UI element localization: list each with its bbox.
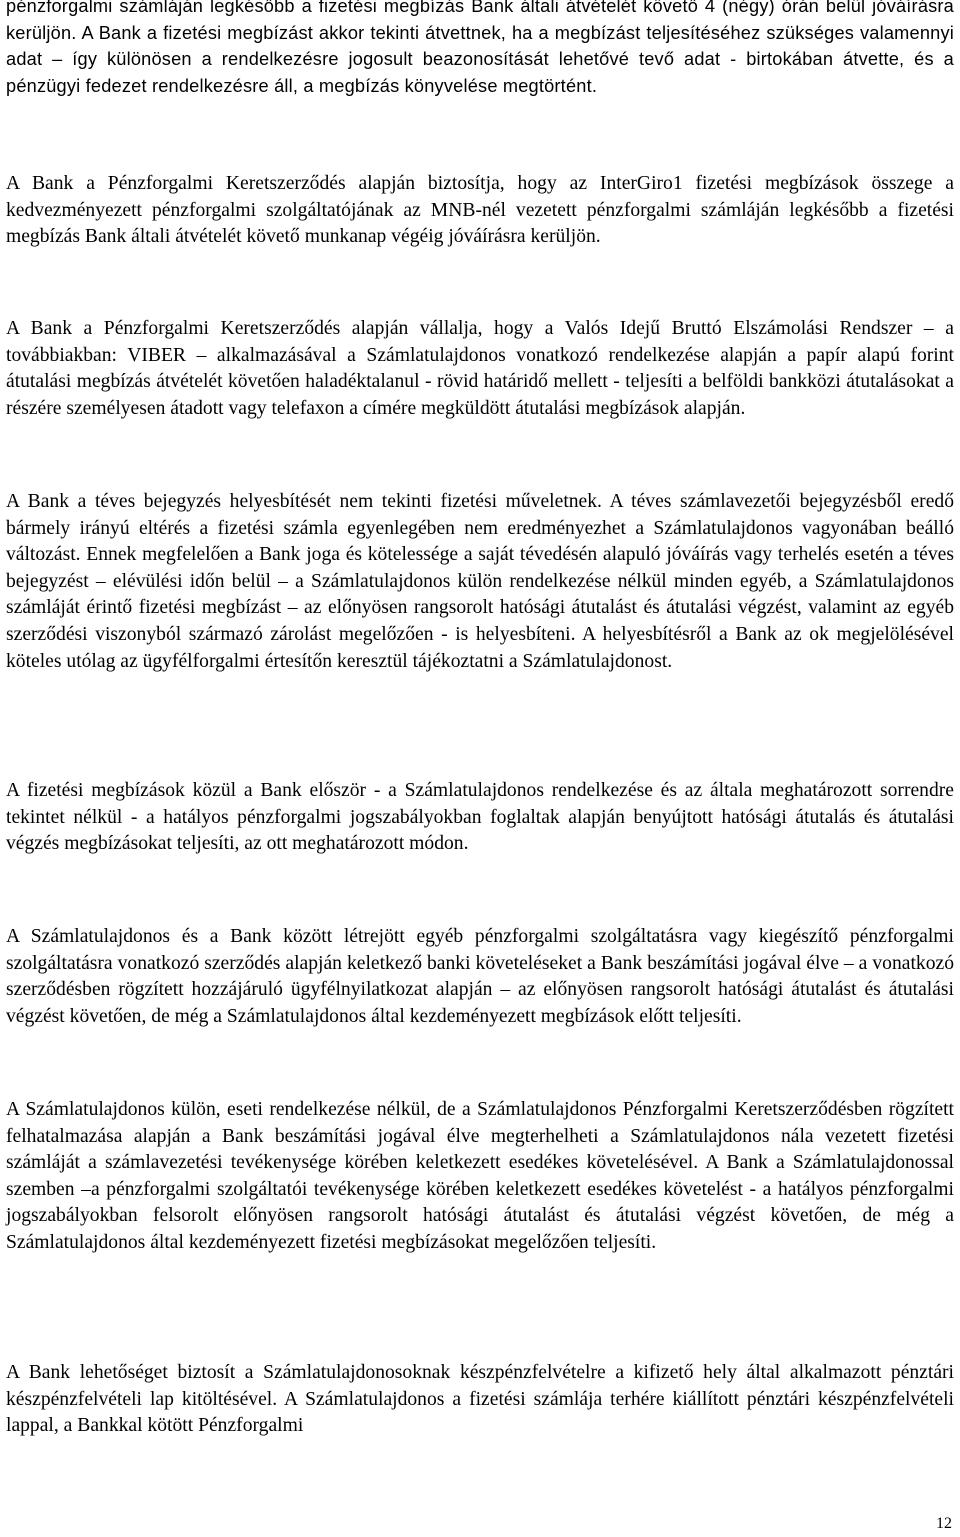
paragraph-intergiro: A Bank a Pénzforgalmi Keretszerződés alapján biztosítja, hogy az InterGiro1 fizetési megbízások összege a kedvezményezett pénzforgalmi szolgáltatójának az MNB-nél vezetett pénzforgalmi számláján legkésőbb a fizetési megbízás Bank általi átvételét követő munkanap végéig jóváírásra kerüljön. xyxy=(6,173,954,248)
paragraph-correction: A Bank a téves bejegyzés helyesbítését nem tekinti fizetési műveletnek. A téves számlavezetői bejegyzésből eredő bármely irányú eltérés a fizetési számla egyenlegében nem eredményezhet a Számlatulajdonos vagyonában beálló változást. Ennek megfelelően a Bank joga és kötelessége a saját tévedésén alapuló jóváírás vagy terhelés esetén a téves bejegyzést – elévülési időn belül – a Számlatulajdonos külön rendelkezése nélkül minden egyéb, a Számlatulajdonos számláját érintő fizetési megbízást – az előnyösen rangsorolt hatósági átutalást és átutalási végzést, valamint az egyéb szerződési viszonyból származó zárolást megelőzően - is helyesbíteni. A helyesbítésről a Bank az ok megjelölésével köteles utólag az ügyfélforgalmi értesítőn keresztül tájékoztatni a Számlatulajdonost. xyxy=(6,491,954,672)
paragraph-set-off-claims: A Számlatulajdonos és a Bank között létrejött egyéb pénzforgalmi szolgáltatásra vagy kiegészítő pénzforgalmi szolgáltatásra vonatkozó szerződés alapján keletkező banki követeléseket a Bank beszámítási jogával élve – a vonatkozó szerződésben rögzített hozzájáruló ügyfélnyilatkozat alapján – az előnyösen rangsorolt hatósági átutalást és átutalási végzést követően, de még a Számlatulajdonos által kezdeményezett megbízások előtt teljesíti. xyxy=(6,926,954,1027)
paragraph-priority-orders: A fizetési megbízások közül a Bank először - a Számlatulajdonos rendelkezése és az általa meghatározott sorrendre tekintet nélkül - a hatályos pénzforgalmi jogszabályokban foglaltak alapján benyújtott hatósági átutalás és átutalási végzés megbízásokat teljesíti, az ott meghatározott módon. xyxy=(6,780,954,855)
page-number: 12 xyxy=(936,1515,952,1532)
paragraph-viber: A Bank a Pénzforgalmi Keretszerződés alapján vállalja, hogy a Valós Idejű Bruttó Elszámolási Rendszer – a továbbiakban: VIBER – alkalmazásával a Számlatulajdonos vonatkozó rendelkezése alapján a papír alapú forint átutalási megbízás átvételét követően haladéktalanul - rövid határidő mellett - teljesíti a belföldi bankközi átutalásokat a részére személyesen átadott vagy telefaxon a címére megküldött átutalási megbízások alapján. xyxy=(6,318,954,419)
paragraph-cash-withdrawal: A Bank lehetőséget biztosít a Számlatulajdonosoknak készpénzfelvételre a kifizető hely által alkalmazott pénztári készpénzfelvételi lap kitöltésével. A Számlatulajdonos a fizetési számlája terhére kiállított pénztári készpénzfelvételi lappal, a Bankkal kötött Pénzforgalmi xyxy=(6,1362,954,1437)
paragraph-settlement-deadline: pénzforgalmi számláján legkésőbb a fizetési megbízás Bank általi átvételét követő 4 (négy) órán belül jóváírásra kerüljön. A Bank a fizetési megbízást akkor tekinti átvettnek, ha a megbízást teljesítéséhez szükséges valamennyi adat – így különösen a rendelkezésre jogosult beazonosítását lehetővé tevő adat - birtokában átvette, és a pénzügyi fedezet rendelkezésre áll, a megbízás könyvelése megtörtént. xyxy=(6,0,954,96)
paragraph-account-debit: A Számlatulajdonos külön, eseti rendelkezése nélkül, de a Számlatulajdonos Pénzforgalmi Keretszerződésben rögzített felhatalmazása alapján a Bank beszámítási jogával élve megterhelheti a Számlatulajdonos nála vezetett fizetési számláját a számlavezetési tevékenysége körében keletkezett esedékes követelésével. A Bank a Számlatulajdonossal szemben –a pénzforgalmi szolgáltatói tevékenysége körében keletkezett esedékes követelést - a hatályos pénzforgalmi jogszabályokban felsorolt előnyösen rangsorolt hatósági átutalást és átutalási végzést követően, de még a Számlatulajdonos által kezdeményezett fizetési megbízásokat megelőzően teljesíti. xyxy=(6,1099,954,1253)
